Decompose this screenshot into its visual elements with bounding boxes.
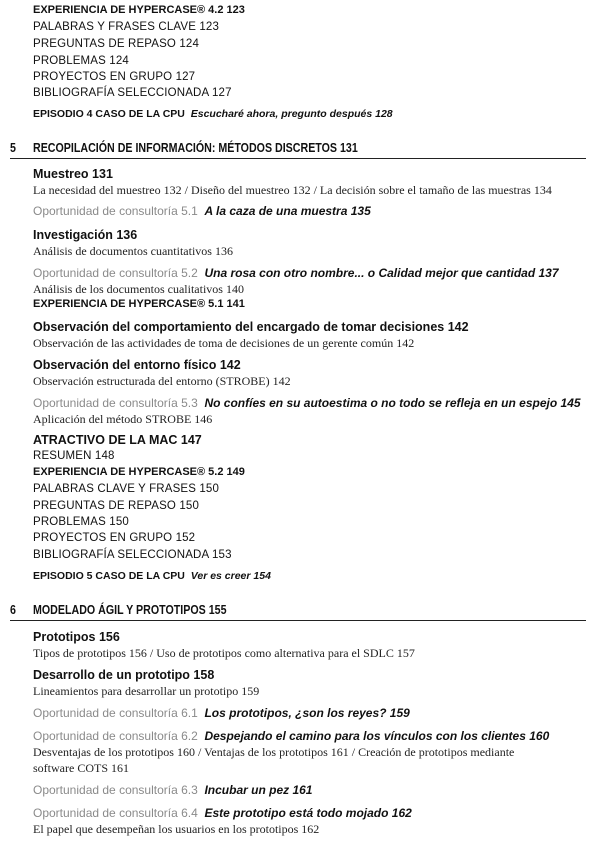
opportunity-title: A la caza de una muestra 135: [204, 204, 371, 218]
toc-section-observacion: Observación del comportamiento del encargado de tomar decisiones 142: [33, 320, 469, 334]
toc-entry-bibliography: BIBLIOGRAFÍA SELECCIONADA 127: [33, 87, 232, 99]
chapter-rule: [10, 620, 586, 621]
opportunity-label: Oportunidad de consultoría 5.1: [33, 204, 198, 218]
chapter-number: 5: [10, 140, 16, 155]
toc-subsections: Desventajas de los prototipos 160 / Ventajas de los prototipos 161 / Creación de prototipos mediante: [33, 745, 515, 759]
toc-entry-key-phrases: PALABRAS Y FRASES CLAVE 123: [33, 21, 220, 33]
opportunity-title: Incubar un pez 161: [204, 783, 313, 797]
chapter-title: RECOPILACIÓN DE INFORMACIÓN: MÉTODOS DISCRETOS 131: [33, 140, 358, 155]
chapter-5-heading: [0, 138, 600, 162]
toc-entry-hypercase-5-2: EXPERIENCIA DE HYPERCASE® 5.2 149: [33, 466, 245, 478]
toc-entry-episode-4: [33, 108, 393, 120]
toc-opportunity-6-2: [33, 729, 549, 743]
toc-section-mac: ATRACTIVO DE LA MAC 147: [33, 433, 202, 447]
toc-opportunity-6-3: [33, 783, 312, 797]
toc-entry-hypercase-5-1: EXPERIENCIA DE HYPERCASE® 5.1 141: [33, 298, 245, 310]
toc-entry-problems: PROBLEMAS 124: [33, 55, 129, 67]
toc-entry-group-projects: PROYECTOS EN GRUPO 152: [33, 532, 196, 544]
toc-subsections: El papel que desempeñan los usuarios en los prototipos 162: [33, 822, 320, 836]
opportunity-title: Este prototipo está todo mojado 162: [204, 806, 412, 820]
toc-entry-episode-5: [33, 570, 271, 582]
toc-section-investigacion: Investigación 136: [33, 228, 138, 242]
episode-title: Ver es creer 154: [190, 570, 271, 582]
toc-opportunity-6-1: [33, 706, 410, 720]
episode-label: EPISODIO 5 CASO DE LA CPU: [33, 570, 185, 582]
toc-subsections: Lineamientos para desarrollar un prototipo 159: [33, 684, 260, 698]
toc-entry-summary: RESUMEN 148: [33, 450, 115, 462]
opportunity-title: Despejando el camino para los vínculos con los clientes 160: [204, 729, 550, 743]
toc-entry-group-projects: PROYECTOS EN GRUPO 127: [33, 71, 196, 83]
opportunity-title: No confíes en su autoestima o no todo se refleja en un espejo 145: [204, 396, 581, 410]
toc-entry-bibliography: BIBLIOGRAFÍA SELECCIONADA 153: [33, 549, 232, 561]
episode-title: Escucharé ahora, pregunto después 128: [190, 108, 393, 120]
chapter-title: MODELADO ÁGIL Y PROTOTIPOS 155: [33, 602, 227, 617]
toc-entry-problems: PROBLEMAS 150: [33, 516, 129, 528]
toc-subsections: Tipos de prototipos 156 / Uso de prototipos como alternativa para el SDLC 157: [33, 646, 415, 660]
toc-section-desarrollo: Desarrollo de un prototipo 158: [33, 668, 215, 682]
opportunity-label: Oportunidad de consultoría 6.4: [33, 806, 198, 820]
opportunity-label: Oportunidad de consultoría 6.2: [33, 729, 198, 743]
toc-subsections: Análisis de los documentos cualitativos 140: [33, 282, 244, 296]
toc-subsections: Observación estructurada del entorno (STROBE) 142: [33, 374, 291, 388]
toc-section-muestreo: Muestreo 131: [33, 167, 113, 181]
toc-entry-hypercase-4-2: EXPERIENCIA DE HYPERCASE® 4.2 123: [33, 4, 245, 16]
chapter-rule: [10, 158, 586, 159]
toc-subsections: Análisis de documentos cuantitativos 136: [33, 244, 233, 258]
toc-entry-key-phrases: PALABRAS CLAVE Y FRASES 150: [33, 483, 220, 495]
opportunity-label: Oportunidad de consultoría 5.2: [33, 266, 198, 280]
toc-section-entorno: Observación del entorno físico 142: [33, 358, 241, 372]
opportunity-label: Oportunidad de consultoría 6.1: [33, 706, 198, 720]
toc-subsections: Aplicación del método STROBE 146: [33, 412, 213, 426]
toc-opportunity-6-4: [33, 806, 412, 820]
opportunity-label: Oportunidad de consultoría 6.3: [33, 783, 198, 797]
toc-opportunity-5-2: [33, 266, 559, 280]
chapter-6-heading: [0, 600, 600, 624]
chapter-number: 6: [10, 602, 16, 617]
toc-section-prototipos: Prototipos 156: [33, 630, 120, 644]
opportunity-title: Una rosa con otro nombre... o Calidad mejor que cantidad 137: [204, 266, 559, 280]
episode-label: EPISODIO 4 CASO DE LA CPU: [33, 108, 185, 120]
opportunity-title: Los prototipos, ¿son los reyes? 159: [204, 706, 410, 720]
toc-entry-review-questions: PREGUNTAS DE REPASO 150: [33, 500, 199, 512]
opportunity-label: Oportunidad de consultoría 5.3: [33, 396, 198, 410]
toc-entry-review-questions: PREGUNTAS DE REPASO 124: [33, 38, 199, 50]
toc-subsections: software COTS 161: [33, 761, 129, 775]
toc-opportunity-5-3: [33, 396, 581, 410]
toc-subsections: La necesidad del muestreo 132 / Diseño del muestreo 132 / La decisión sobre el tamaño de las muestras 134: [33, 183, 552, 197]
toc-opportunity-5-1: [33, 204, 371, 218]
toc-subsections: Observación de las actividades de toma de decisiones de un gerente común 142: [33, 336, 415, 350]
